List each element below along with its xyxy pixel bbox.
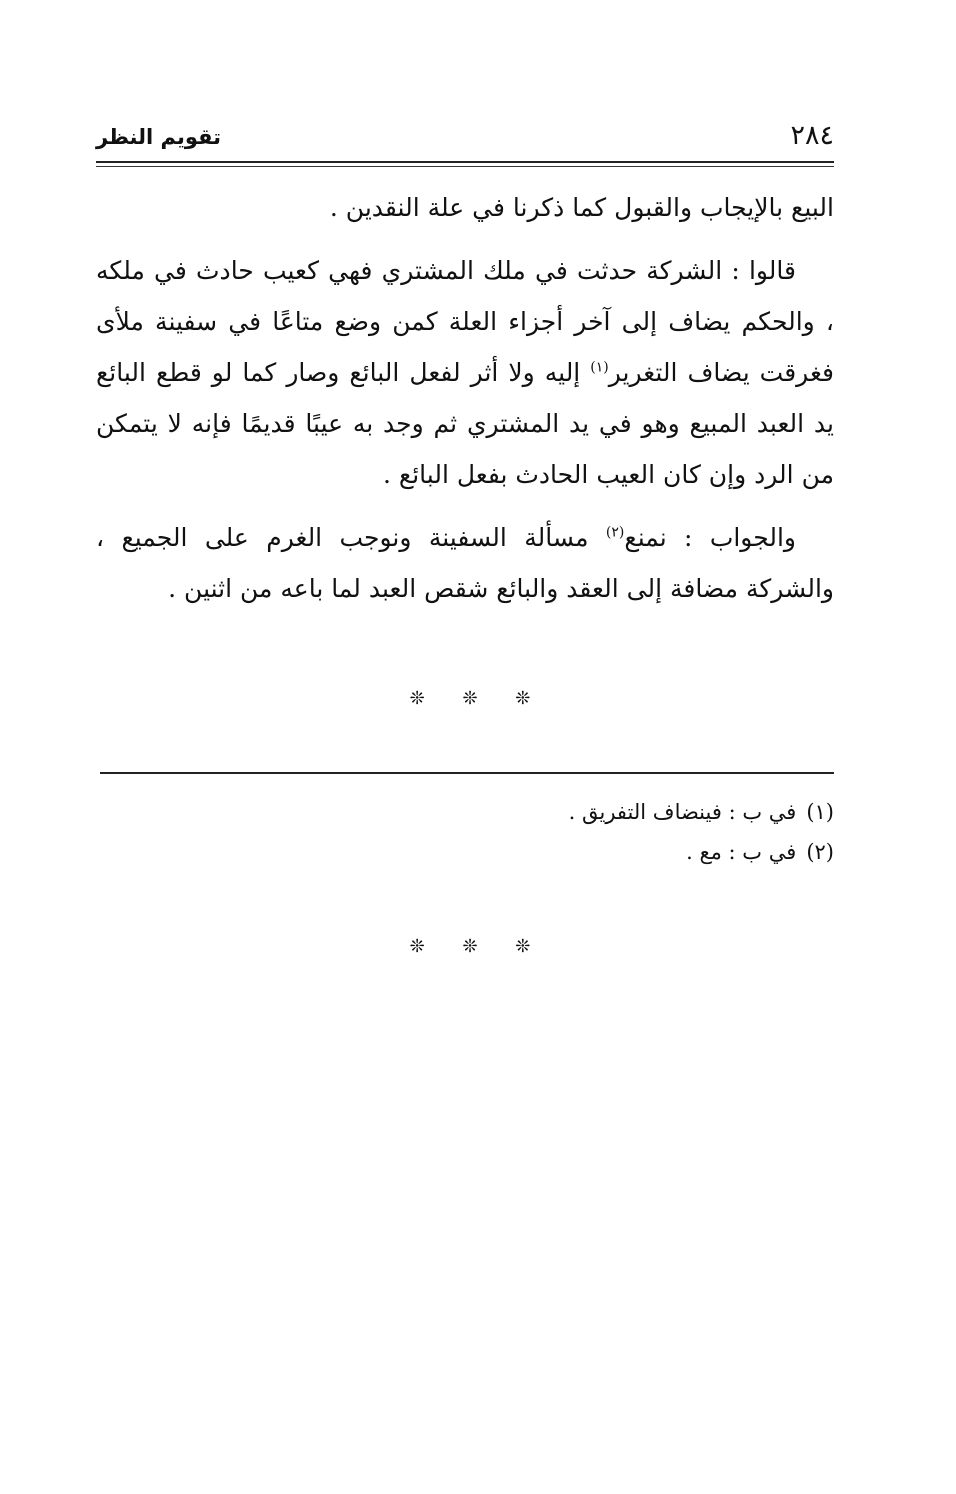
running-title: تقويم النظر [96,125,222,149]
footnote-number: (٢) [806,840,834,864]
paragraph-2: قالوا : الشركة حدثت في ملك المشتري فهي كعيب حادث في ملكه ، والحكم يضاف إلى آخر أجزاء العلة كمن وضع متاعًا في سفينة ملأى فغرقت يضاف التغرير$^{(١)}$ إليه ولا أثر لفعل البائع وصار كما لو قطع البائع يد العبد المبيع وهو في يد المشتري ثم وجد به عيبًا قديمًا فإنه لا يتمكن من الرد وإن كان العيب الحادث بفعل البائع . [96,256,834,489]
footnote-1 [100,792,834,832]
section-separator-stars: ❊ ❊ ❊ [409,688,547,709]
footnote-2 [100,832,834,872]
footnotes [100,792,834,872]
header-rule [96,161,834,163]
footnote-number: (١) [806,800,834,824]
main-text [96,182,834,626]
page-header [96,118,834,154]
header-rule-thin [96,166,834,167]
page-number: ٢٨٤ [790,120,834,151]
end-separator-stars: ❊ ❊ ❊ [409,936,547,957]
footnote-text: في ب : فينضاف التفريق . [568,800,797,824]
footnote-text: في ب : مع . [686,840,797,864]
footnote-ref-2[interactable]: (٢) [605,524,625,541]
paragraph-3: والجواب : نمنع$^{(٢)}$ مسألة السفينة ونوجب الغرم على الجميع ، والشركة مضافة إلى العقد والبائع شقص العبد لما باعه من اثنين . [96,523,834,603]
paragraph-1: البيع بالإيجاب والقبول كما ذكرنا في علة النقدين . [329,193,834,222]
footnote-ref-1[interactable]: (١) [590,359,609,376]
footnote-rule [100,772,834,774]
